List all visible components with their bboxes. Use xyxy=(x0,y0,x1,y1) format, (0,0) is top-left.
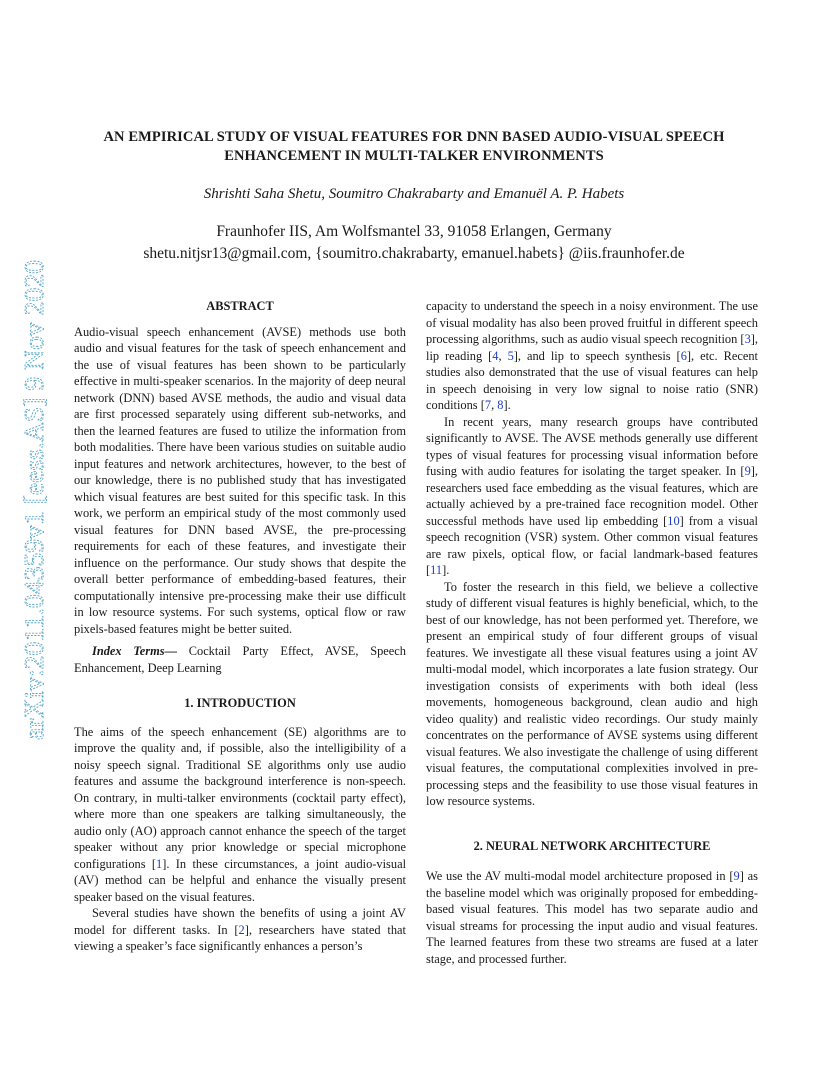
affiliation-block xyxy=(90,221,738,265)
paper-title: AN EMPIRICAL STUDY OF VISUAL FEATURES FOR DNN BASED AUDIO-VISUAL SPEECH ENHANCEMENT IN MULTI-TALKER ENVIRONMENTS xyxy=(103,129,725,164)
abstract-text: Audio-visual speech enhancement (AVSE) methods use both audio and visual features for the task of speech enhancement and the use of visual features has been shown to be particularly effective in multi-speaker scenarios. In the majority of deep neural network (DNN) based AVSE methods, the audio and visual data are first processed separately using different sub-networks, and then the learned features are fused to utilize the information from both modalities. There have been various studies on suitable audio input features and network architectures, however, to the best of our knowledge, there is no published study that has investigated which visual features are best suited for this specific task. In this work, we perform an empirical study of the most commonly used visual features for DNN based AVSE, the pre-processing requirements for each of these features, and investigate their influence on the performance. Our study shows that despite the overall better performance of embedding-based features, their computationally intensive pre-processing make their use difficult in low resource systems. For such systems, optical flow or raw pixels-based features might be better suited. xyxy=(74,324,406,636)
citation-link[interactable]: 9 xyxy=(733,869,740,883)
citation-link[interactable]: 4 xyxy=(492,348,499,363)
author-list: Shrishti Saha Shetu, Soumitro Chakrabarty and Emanuël A. P. Habets xyxy=(203,186,625,202)
citation-link[interactable]: 6 xyxy=(680,348,687,363)
introduction-heading: 1. INTRODUCTION xyxy=(184,696,296,710)
citation-link[interactable]: 5 xyxy=(507,348,514,363)
author-emails: shetu.nitjsr13@gmail.com, {soumitro.chakrabarty, emanuel.habets} @iis.fraunhofer.de xyxy=(143,245,685,262)
architecture-paragraph-1: We use the AV multi-modal model architecture proposed in [9] as the baseline model which was originally proposed for embedding-based visual features. This model has two separate audio and visual streams for processing the input audio and visual features. The learned features from these two streams are fused at a later stage, and processed further. xyxy=(426,869,759,966)
index-terms-text: Cocktail Party Effect, AVSE, Speech Enhancement, Deep Learning xyxy=(74,644,406,675)
intro-paragraph-3: In recent years, many research groups have contributed significantly to AVSE. The AVSE methods generally use different types of visual features for processing visual information before fusing with audio features for isolating the target speaker. In [9], researchers used face embedding as the visual features, which are actually achieved by a pre-trained face recognition model. Other successful methods have used lip embedding [10] from a visual speech recognition (VSR) system. Other common visual features are raw pixels, optical flow, or facial landmark-based features [11]. xyxy=(426,414,758,577)
index-terms-label: Index Terms— xyxy=(92,644,177,658)
arxiv-identifier-text: arXiv:2011.04359v1 [eess.AS] 9 Nov 2020 xyxy=(19,271,49,740)
citation-link[interactable]: 7 xyxy=(484,398,492,412)
intro-paragraph-2-cont: capacity to understand the speech in a noisy environment. The use of visual modality has also been proved fruitful in different speech processing algorithms, such as audio visual speech recognition [3], lip reading [4, 5], and lip to speech synthesis [6], etc. Recent studies also demonstrated that the use of visual features can help in speech denoising in very low signal to noise ratio (SNR) conditions [7, 8]. xyxy=(426,299,758,412)
citation-link[interactable]: 10 xyxy=(667,513,680,528)
citation-link[interactable]: 9 xyxy=(744,464,751,478)
citation-link[interactable]: 11 xyxy=(430,563,443,577)
citation-link[interactable]: 3 xyxy=(744,332,751,346)
arxiv-identifier xyxy=(13,250,53,750)
abstract-heading: ABSTRACT xyxy=(206,299,274,313)
left-column xyxy=(74,298,406,955)
citation-link[interactable]: 2 xyxy=(238,922,245,937)
architecture-heading: 2. NEURAL NETWORK ARCHITECTURE xyxy=(473,838,711,853)
intro-paragraph-1: The aims of the speech enhancement (SE) algorithms are to improve the quality and, if possible, also the intelligibility of a noisy speech signal. Traditional SE algorithms only use audio features and assume the background interference is non-speech. On contrary, in multi-talker environments (cocktail party effect), where more than one speakers are talking simultaneously, the audio only (AO) approach cannot enhance the speech of the target speaker without any prior knowledge or special microphone configurations [1]. In these circumstances, a joint audio-visual (AV) method can be helpful and enhance the visually present speaker based on the visual features. xyxy=(74,724,407,904)
intro-paragraph-4: To foster the research in this field, we believe a collective study of different visual features is highly beneficial, which, to the best of our knowledge, has not been performed yet. Therefore, we present an empirical study of four different groups of visual features. We investigate all these visual features using a joint AV multi-modal model, which incorporates a late fusion strategy. Our investigation consists of experiments with both ideal (less movements, homogeneous background, clean audio and high video quality) and realistic video recordings. Our study mainly concentrates on the performance of AVSE systems using different visual features. We also investigate the challenge of using different visual features, the computational complexities involved in pre-processing steps and the feasibility to use those visual features in low resource systems. xyxy=(426,579,758,808)
affiliation: Fraunhofer IIS, Am Wolfsmantel 33, 91058 Erlangen, Germany xyxy=(216,223,612,240)
citation-link[interactable]: 1 xyxy=(156,856,163,871)
right-column xyxy=(426,298,758,967)
index-terms xyxy=(74,643,406,676)
citation-link[interactable]: 8 xyxy=(497,398,504,412)
intro-paragraph-2: Several studies have shown the benefits of using a joint AV model for different tasks. In [2], researchers have stated that viewing a speaker’s face significantly enhances a person’s xyxy=(74,906,406,953)
